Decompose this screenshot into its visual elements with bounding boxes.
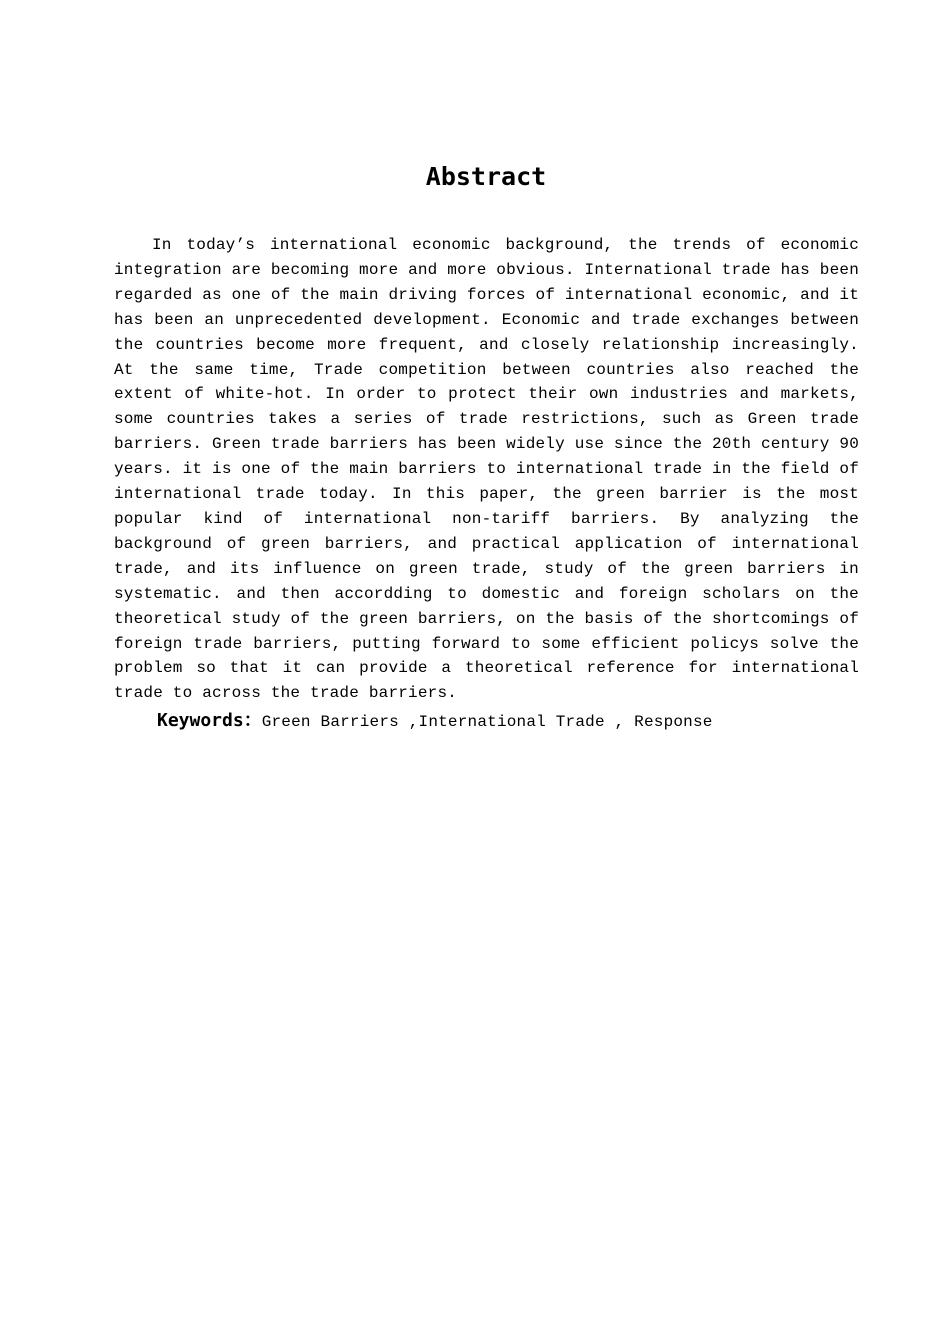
abstract-title: Abstract: [425, 162, 547, 191]
keywords-label: Keywords：: [157, 710, 262, 731]
keywords-text: Green Barriers ,International Trade , Response: [261, 713, 713, 731]
keywords-line: [157, 708, 859, 735]
abstract-paragraph: In today’s international economic background, the trends of economic integration are becoming more and more obvious. International trade has been regarded as one of the main driving forces of international economic, and it has been an unprecedented development. Economic and trade exchanges between the countries become more frequent, and closely relationship increasingly. At the same time, Trade competition between countries also reached the extent of white-hot. In order to protect their own industries and markets, some countries takes a series of trade restrictions, such as Green trade barriers. Green trade barriers has been widely use since the 20th century 90 years. it is one of the main barriers to international trade in the field of international trade today. In this paper, the green barrier is the most popular kind of international non-tariff barriers. By analyzing the background of green barriers, and practical application of international trade, and its influence on green trade, study of the green barriers in systematic. and then accordding to domestic and foreign scholars on the theoretical study of the green barriers, on the basis of the shortcomings of foreign trade barriers, putting forward to some efficient policys solve the problem so that it can provide a theoretical reference for international trade to across the trade barriers.: [114, 236, 859, 703]
